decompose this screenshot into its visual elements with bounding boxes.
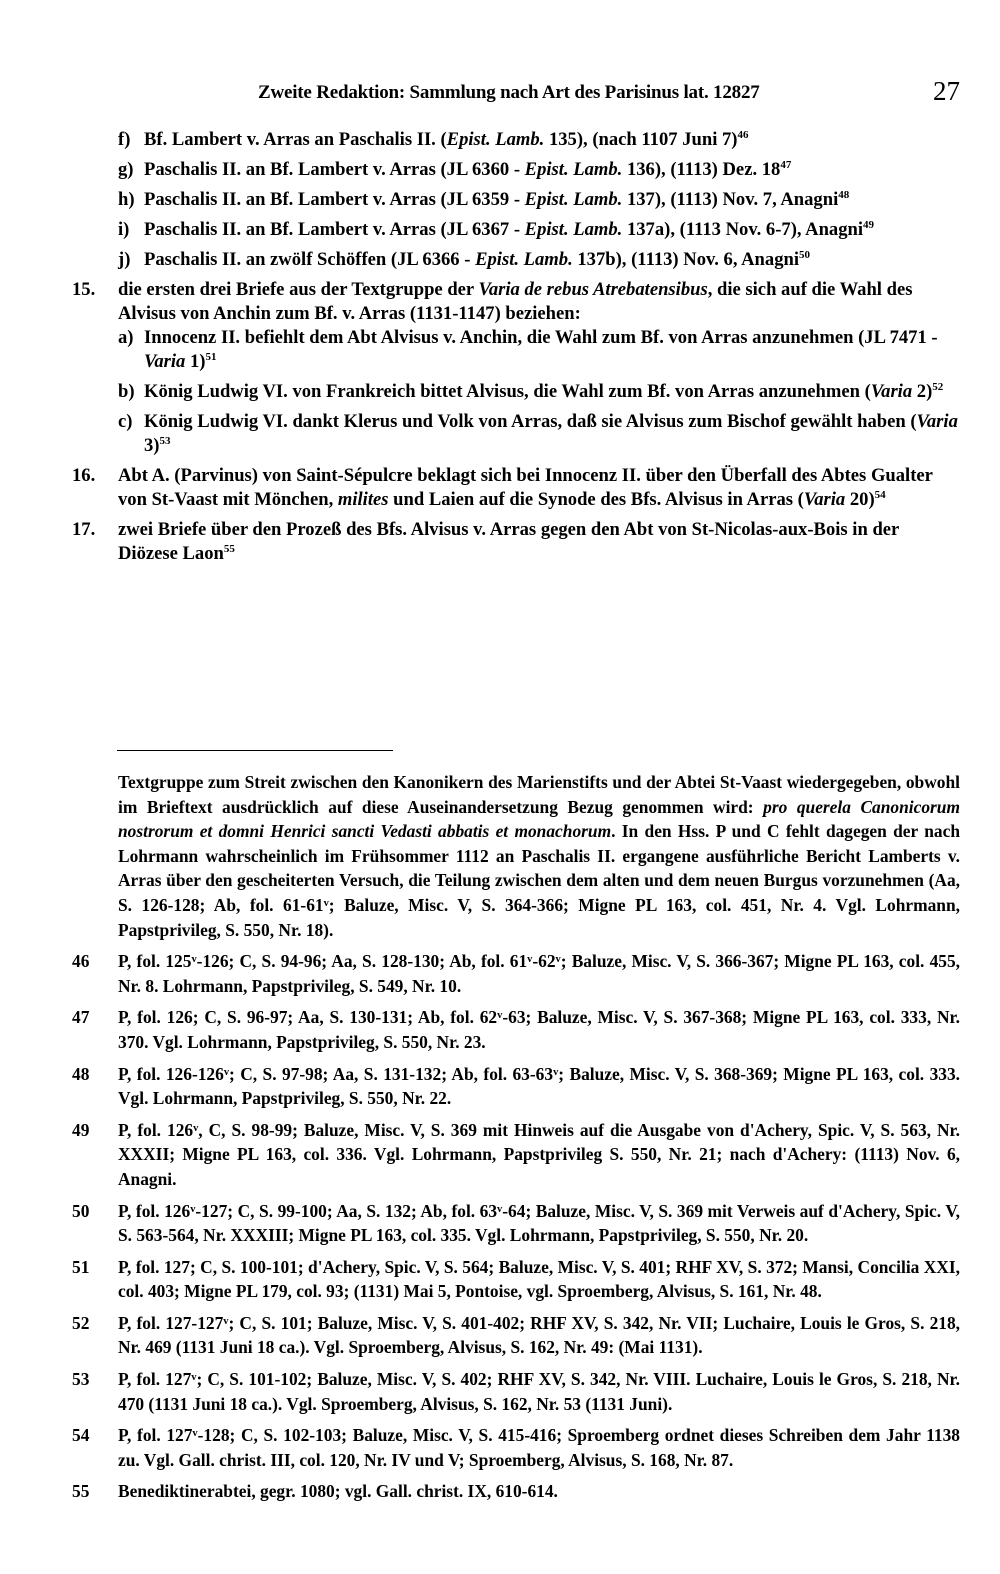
footnote: [72, 1199, 960, 1248]
page-number: 27: [933, 76, 960, 106]
item-italic: Epist. Lamb.: [446, 129, 545, 150]
item-text: Paschalis II. an Bf. Lambert v. Arras (JL 6367 -: [144, 219, 525, 240]
item-text: Abt A. (Parvinus) von Saint-Sépulcre beklagt sich bei Innocenz II. über den Überfall des Abtes Gualter von St-Vaast mit Mönchen,: [118, 465, 933, 510]
item-italic: Epist. Lamb.: [475, 249, 573, 270]
footnote-number: 52: [72, 1312, 90, 1333]
item-text: Innocenz II. befiehlt dem Abt Alvisus v. Anchin, die Wahl zum Bf. von Arras anzunehmen (JL 7471 -: [144, 327, 938, 348]
item-italic: Varia: [803, 489, 846, 510]
footnote-text: P, fol. 127-127ᵛ; C, S. 101; Baluze, Misc. V, S. 401-402; RHF XV, S. 342, Nr. VII; Luchaire, Louis le Gros, S. 218, Nr. 469 (1131 Juni 18 ca.). Vgl. Sproemberg, Alvisus, S. 162, Nr. 49: (Mai 1131).: [118, 1312, 960, 1358]
footnote-number: 54: [72, 1425, 90, 1446]
footnote-number: 47: [72, 1007, 90, 1028]
item-label: i): [118, 219, 130, 240]
item-italic: milites: [337, 489, 389, 510]
item-text: 3): [144, 435, 160, 456]
footnote-ref[interactable]: 55: [223, 542, 235, 555]
footnote-text: Benediktinerabtei, gegr. 1080; vgl. Gall. christ. IX, 610-614.: [118, 1481, 558, 1502]
footnotes: [72, 770, 960, 1511]
footnote-ref[interactable]: 50: [799, 248, 810, 261]
item-text: 137b), (1113) Nov. 6, Anagni: [572, 249, 799, 270]
item-italic: Varia: [870, 381, 913, 402]
footnote-number: 51: [72, 1256, 90, 1277]
footnote-ref[interactable]: 48: [838, 188, 850, 201]
footnote-continuation: [72, 770, 960, 942]
footnote-text: P, fol. 127ᵛ-128; C, S. 102-103; Baluze, Misc. V, S. 415-416; Sproemberg ordnet dieses Schreiben dem Jahr 1138 zu. Vgl. Gall. christ. III, col. 120, Nr. IV und V; Sproemberg, Alvisus, S. 168, Nr. 87.: [118, 1425, 960, 1470]
footnote-ref[interactable]: 51: [205, 350, 217, 363]
item-italic: Varia: [144, 351, 186, 372]
item-label: g): [118, 159, 134, 180]
footnote: [72, 1255, 960, 1304]
footnote-number: 53: [72, 1369, 90, 1390]
page-header: [258, 76, 960, 112]
footnote-text: P, fol. 126ᵛ-127; C, S. 99-100; Aa, S. 132; Ab, fol. 63ᵛ-64; Baluze, Misc. V, S. 369 mit Verweis auf d'Achery, Spic. V, S. 563-564, Nr. XXXIII; Migne PL 163, col. 335. Vgl. Lohrmann, Papstprivileg, S. 550, Nr. 20.: [118, 1200, 960, 1246]
footnote: [72, 949, 960, 998]
item-italic: Varia de rebus Atrebatensibus: [478, 279, 708, 300]
footnote-text: . In den Hss. P und C fehlt dagegen der nach Lohrmann wahrscheinlich im Frühsommer 1112 an Paschalis II. ergangene ausführliche Bericht Lamberts v. Arras über den gescheiterten Versuch, die Teilung zwischen dem alten und dem neuen Burgus vorzunehmen (Aa, S. 126-128; Ab, fol. 61-61ᵛ; Baluze, Misc. V, S. 364-366; Migne PL 163, col. 451, Nr. 4. Vgl. Lohrmann, Papstprivileg, S. 550, Nr. 18).: [118, 821, 960, 940]
list-item: [72, 158, 960, 182]
item-label: a): [118, 327, 134, 348]
list-item: [72, 188, 960, 212]
footnote-italic: pro querela Canonicorum nostrorum et domni Henrici sancti Vedasti abbatis et monachorum: [118, 796, 961, 842]
item-label: b): [118, 381, 135, 402]
list-item: [118, 326, 960, 374]
item-text: 137), (1113) Nov. 7, Anagni: [622, 189, 839, 210]
footnote-text: P, fol. 127; C, S. 100-101; d'Achery, Spic. V, S. 564; Baluze, Misc. V, S. 401; RHF XV, S. 372; Mansi, Concilia XXI, col. 403; Migne PL 179, col. 93; (1131) Mai 5, Pontoise, vgl. Sproemberg, Alvisus, S. 161, Nr. 48.: [118, 1256, 960, 1302]
item-label: h): [118, 189, 135, 210]
footnote-ref[interactable]: 46: [737, 128, 749, 141]
footnote-separator: [117, 750, 393, 751]
footnote-ref[interactable]: 52: [932, 380, 944, 393]
item-text: König Ludwig VI. von Frankreich bittet Alvisus, die Wahl zum Bf. von Arras anzunehmen (: [144, 381, 871, 402]
item-number: 17.: [72, 519, 96, 540]
item-italic: Epist. Lamb.: [524, 219, 623, 240]
footnote-text: P, fol. 126; C, S. 96-97; Aa, S. 130-131; Ab, fol. 62ᵛ-63; Baluze, Misc. V, S. 367-368; Migne PL 163, col. 333, Nr. 370. Vgl. Lohrmann, Papstprivileg, S. 550, Nr. 23.: [118, 1007, 960, 1052]
item-label: f): [118, 129, 131, 150]
footnote-number: 49: [72, 1119, 90, 1140]
list-item: [72, 248, 960, 272]
item-text: Bf. Lambert v. Arras an Paschalis II. (: [144, 129, 447, 150]
footnote-text: P, fol. 126ᵛ, C, S. 98-99; Baluze, Misc. V, S. 369 mit Hinweis auf die Ausgabe von d'Achery, Spic. V, S. 563, Nr. XXXII; Migne PL 163, col. 336. Vgl. Lohrmann, Papstprivileg S. 550, Nr. 21; nach d'Achery: (1113) Nov. 6, Anagni.: [118, 1119, 960, 1189]
footnote: [72, 1118, 960, 1192]
footnote-number: 48: [72, 1063, 90, 1084]
item-text: zwei Briefe über den Prozeß des Bfs. Alvisus v. Arras gegen den Abt von St-Nicolas-aux-Bois in der Diözese Laon: [118, 519, 899, 564]
footnote-text: P, fol. 126-126ᵛ; C, S. 97-98; Aa, S. 131-132; Ab, fol. 63-63ᵛ; Baluze, Misc. V, S. 368-369; Migne PL 163, col. 333. Vgl. Lohrmann, Papstprivileg, S. 550, Nr. 22.: [118, 1063, 960, 1109]
footnote-ref[interactable]: 53: [159, 434, 171, 447]
item-text: Paschalis II. an Bf. Lambert v. Arras (JL 6359 -: [144, 189, 525, 210]
item-number: 15.: [72, 279, 96, 300]
footnote-number: 50: [72, 1200, 90, 1221]
numbered-item-15: [72, 278, 960, 458]
list-item: [118, 410, 960, 458]
item-italic: Epist. Lamb.: [524, 189, 623, 210]
footnote-text: P, fol. 125ᵛ-126; C, S. 94-96; Aa, S. 128-130; Ab, fol. 61ᵛ-62ᵛ; Baluze, Misc. V, S. 366-367; Migne PL 163, col. 455, Nr. 8. Lohrmann, Papstprivileg, S. 549, Nr. 10.: [118, 951, 960, 996]
footnote: [72, 1423, 960, 1472]
list-item: [118, 380, 960, 404]
main-text: [72, 128, 960, 572]
footnote-ref[interactable]: 47: [780, 158, 792, 171]
footnote-number: 55: [72, 1481, 90, 1502]
item-text: Paschalis II. an Bf. Lambert v. Arras (JL 6360 -: [144, 159, 525, 180]
footnote-ref[interactable]: 49: [863, 218, 875, 231]
footnote: [72, 1367, 960, 1416]
footnote: [72, 1479, 960, 1504]
item-text: 1): [185, 351, 206, 372]
item-text: König Ludwig VI. dankt Klerus und Volk von Arras, daß sie Alvisus zum Bischof gewählt haben (: [144, 411, 917, 432]
footnote: [72, 1311, 960, 1360]
footnote: [72, 1062, 960, 1111]
item-label: c): [118, 411, 133, 432]
footnote-text: P, fol. 127ᵛ; C, S. 101-102; Baluze, Misc. V, S. 402; RHF XV, S. 342, Nr. VIII. Luchaire, Louis le Gros, S. 218, Nr. 470 (1131 Juni 18 ca.). Vgl. Sproemberg, Alvisus, S. 162, Nr. 53 (1131 Juni).: [118, 1369, 960, 1414]
item-text: 137a), (1113 Nov. 6-7), Anagni: [622, 219, 864, 240]
item-number: 16.: [72, 465, 96, 486]
item-text: 20): [845, 489, 875, 510]
footnote-ref[interactable]: 54: [874, 488, 886, 501]
item-italic: Epist. Lamb.: [524, 159, 623, 180]
item-text: Paschalis II. an zwölf Schöffen (JL 6366 -: [144, 249, 476, 270]
footnote-number: 46: [72, 951, 90, 972]
item-text: 136), (1113) Dez. 18: [622, 159, 781, 180]
footnote-text: Textgruppe zum Streit zwischen den Kanonikern des Marienstifts und der Abtei St-Vaast wiedergegeben, obwohl im Brieftext ausdrücklich auf diese Auseinandersetzung Bezug genommen wird:: [118, 772, 960, 817]
numbered-item-16: [72, 464, 960, 512]
item-text: 135), (nach 1107 Juni 7): [544, 129, 738, 150]
item-text: die ersten drei Briefe aus der Textgruppe der: [118, 279, 479, 300]
running-title: Zweite Redaktion: Sammlung nach Art des Parisinus lat. 12827: [258, 82, 760, 103]
item-label: j): [118, 249, 131, 270]
footnote: [72, 1005, 960, 1054]
numbered-item-17: [72, 518, 960, 566]
item-text: und Laien auf die Synode des Bfs. Alvisus in Arras (: [388, 489, 804, 510]
item-text: , die sich auf die Wahl des Alvisus von Anchin zum Bf. v. Arras (1131-1147) beziehen:: [118, 279, 913, 324]
item-italic: Varia: [916, 411, 958, 432]
list-item: [72, 218, 960, 242]
list-item: [72, 128, 960, 152]
item-text: 2): [912, 381, 933, 402]
